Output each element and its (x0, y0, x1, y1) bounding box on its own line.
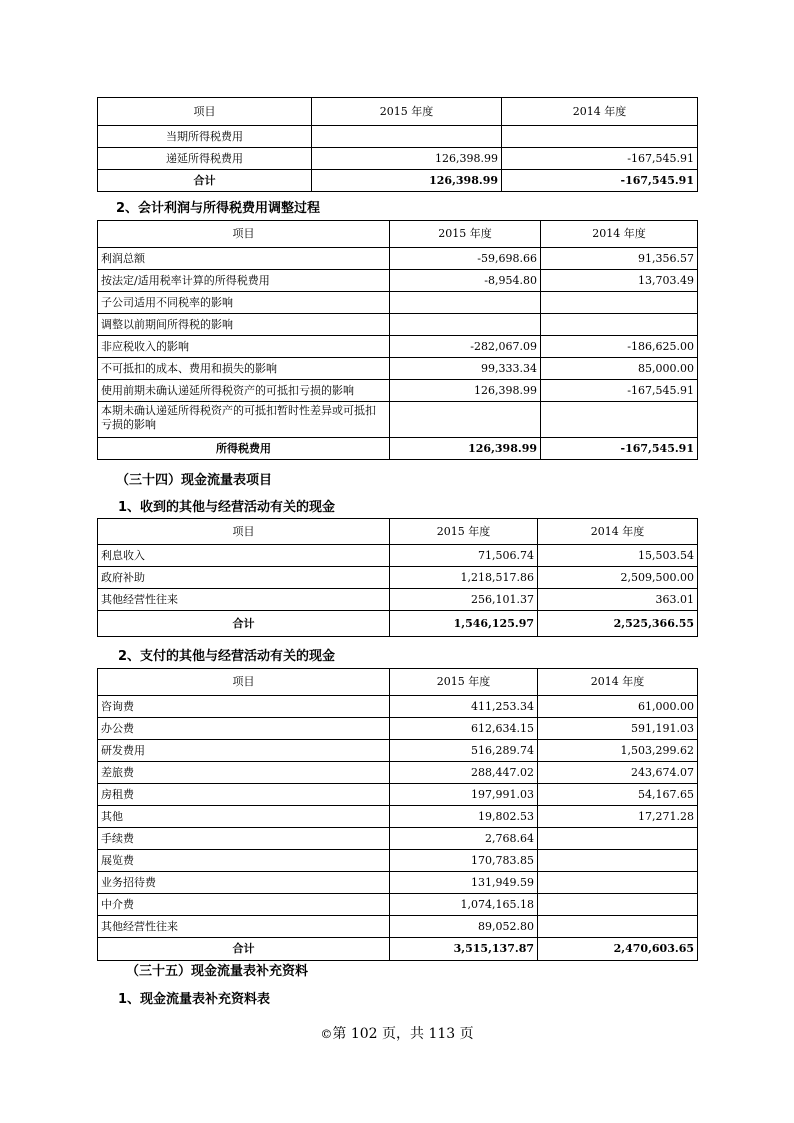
table-row (98, 314, 698, 336)
table-row (98, 270, 698, 292)
cell-2014: 591,191.03 (538, 718, 698, 740)
cell-2014: 15,503.54 (538, 545, 698, 567)
row-label: 当期所得税费用 (98, 126, 312, 148)
row-label: 中介费 (98, 894, 390, 916)
cell-2014: -186,625.00 (541, 336, 698, 358)
row-label: 差旅费 (98, 762, 390, 784)
cash-received-table (97, 518, 698, 637)
table-row (98, 545, 698, 567)
table-header-row (98, 98, 698, 126)
cell-2014: 2,509,500.00 (538, 567, 698, 589)
cell-2015: 197,991.03 (390, 784, 538, 806)
total-2015: 3,515,137.87 (390, 938, 538, 961)
column-header: 2014 年度 (541, 221, 698, 248)
cell-2014 (541, 292, 698, 314)
cell-2015: 126,398.99 (312, 148, 502, 170)
cell-2015: -59,698.66 (390, 248, 541, 270)
row-label: 使用前期未确认递延所得税资产的可抵扣亏损的影响 (98, 380, 390, 402)
cell-2015: 131,949.59 (390, 872, 538, 894)
total-label: 合计 (98, 170, 312, 192)
cell-2014 (538, 916, 698, 938)
cell-2015: 19,802.53 (390, 806, 538, 828)
cell-2014 (538, 894, 698, 916)
table-row (98, 589, 698, 611)
cell-2015: 411,253.34 (390, 696, 538, 718)
total-2014: -167,545.91 (541, 438, 698, 460)
row-label: 其他经营性往来 (98, 916, 390, 938)
page-number: 第 102 页，共 113 页 (332, 1026, 474, 1042)
cell-2014: 91,356.57 (541, 248, 698, 270)
row-label: 办公费 (98, 718, 390, 740)
table-row (98, 718, 698, 740)
page-footer (0, 1023, 794, 1043)
column-header: 2014 年度 (538, 519, 698, 545)
cell-2015 (312, 126, 502, 148)
table-row (98, 567, 698, 589)
cell-2015: -8,954.80 (390, 270, 541, 292)
total-label: 所得税费用 (98, 438, 390, 460)
total-row (98, 938, 698, 961)
table-row (98, 696, 698, 718)
cell-2015: 71,506.74 (390, 545, 538, 567)
cell-2015: 170,783.85 (390, 850, 538, 872)
cell-2015: 126,398.99 (390, 380, 541, 402)
cell-2015: -282,067.09 (390, 336, 541, 358)
cell-2014: 17,271.28 (538, 806, 698, 828)
cell-2014: 13,703.49 (541, 270, 698, 292)
column-header: 2015 年度 (390, 221, 541, 248)
column-header: 2014 年度 (502, 98, 698, 126)
cell-2015: 89,052.80 (390, 916, 538, 938)
table-row (98, 784, 698, 806)
cell-2014: -167,545.91 (502, 148, 698, 170)
cell-2014 (502, 126, 698, 148)
table-row (98, 828, 698, 850)
section-heading: （三十五）现金流量表补充资料 (126, 964, 309, 979)
row-label: 不可抵扣的成本、费用和损失的影响 (98, 358, 390, 380)
cell-2014 (538, 850, 698, 872)
total-2014: 2,470,603.65 (538, 938, 698, 961)
column-header: 2014 年度 (538, 669, 698, 696)
cell-2015: 256,101.37 (390, 589, 538, 611)
total-row (98, 170, 698, 192)
table-row (98, 894, 698, 916)
cell-2015: 99,333.34 (390, 358, 541, 380)
row-label: 其他经营性往来 (98, 589, 390, 611)
table-row (98, 850, 698, 872)
copyright-symbol: © (320, 1027, 333, 1041)
table-row (98, 916, 698, 938)
column-header: 项目 (98, 519, 390, 545)
total-row (98, 438, 698, 460)
row-label: 其他 (98, 806, 390, 828)
cell-2014: 85,000.00 (541, 358, 698, 380)
table-row (98, 336, 698, 358)
row-label: 政府补助 (98, 567, 390, 589)
cell-2014 (541, 402, 698, 438)
row-label: 研发费用 (98, 740, 390, 762)
total-label: 合计 (98, 611, 390, 637)
cell-2014: 363.01 (538, 589, 698, 611)
row-label: 调整以前期间所得税的影响 (98, 314, 390, 336)
subsection-heading: 1、收到的其他与经营活动有关的现金 (118, 500, 336, 515)
table-row (98, 762, 698, 784)
cell-2015: 1,218,517.86 (390, 567, 538, 589)
column-header: 2015 年度 (390, 669, 538, 696)
cell-2014: 54,167.65 (538, 784, 698, 806)
cell-2015: 288,447.02 (390, 762, 538, 784)
section-heading: 2、会计利润与所得税费用调整过程 (116, 201, 321, 216)
column-header: 项目 (98, 98, 312, 126)
row-label: 业务招待费 (98, 872, 390, 894)
row-label: 展览费 (98, 850, 390, 872)
row-label: 非应税收入的影响 (98, 336, 390, 358)
cell-2014: 243,674.07 (538, 762, 698, 784)
total-row (98, 611, 698, 637)
column-header: 2015 年度 (312, 98, 502, 126)
row-label: 子公司适用不同税率的影响 (98, 292, 390, 314)
cash-paid-table (97, 668, 698, 961)
cell-2015: 2,768.64 (390, 828, 538, 850)
cell-2015 (390, 402, 541, 438)
table-row (98, 872, 698, 894)
cell-2014: -167,545.91 (541, 380, 698, 402)
column-header: 2015 年度 (390, 519, 538, 545)
cell-2015: 612,634.15 (390, 718, 538, 740)
cell-2014 (538, 872, 698, 894)
table-row (98, 358, 698, 380)
cell-2015: 1,074,165.18 (390, 894, 538, 916)
table-row (98, 806, 698, 828)
income-tax-expense-table (97, 97, 698, 192)
total-2014: -167,545.91 (502, 170, 698, 192)
cell-2014: 1,503,299.62 (538, 740, 698, 762)
section-heading: （三十四）现金流量表项目 (116, 473, 273, 488)
table-row (98, 148, 698, 170)
tax-reconciliation-table (97, 220, 698, 460)
cell-2015 (390, 314, 541, 336)
row-label: 递延所得税费用 (98, 148, 312, 170)
subsection-heading: 1、现金流量表补充资料表 (118, 992, 271, 1007)
cell-2015 (390, 292, 541, 314)
row-label: 利息收入 (98, 545, 390, 567)
row-label: 房租费 (98, 784, 390, 806)
total-label: 合计 (98, 938, 390, 961)
row-label: 按法定/适用税率计算的所得税费用 (98, 270, 390, 292)
table-row (98, 292, 698, 314)
total-2015: 126,398.99 (390, 438, 541, 460)
row-label: 咨询费 (98, 696, 390, 718)
column-header: 项目 (98, 221, 390, 248)
table-row (98, 126, 698, 148)
cell-2014 (541, 314, 698, 336)
row-label: 本期未确认递延所得税资产的可抵扣暂时性差异或可抵扣亏损的影响 (98, 402, 390, 438)
subsection-heading: 2、支付的其他与经营活动有关的现金 (118, 649, 336, 664)
row-label: 手续费 (98, 828, 390, 850)
table-row (98, 380, 698, 402)
table-header-row (98, 221, 698, 248)
table-row (98, 248, 698, 270)
table-header-row (98, 669, 698, 696)
cell-2014 (538, 828, 698, 850)
row-label: 利润总额 (98, 248, 390, 270)
total-2015: 1,546,125.97 (390, 611, 538, 637)
table-row (98, 402, 698, 438)
total-2014: 2,525,366.55 (538, 611, 698, 637)
table-row (98, 740, 698, 762)
cell-2015: 516,289.74 (390, 740, 538, 762)
table-header-row (98, 519, 698, 545)
column-header: 项目 (98, 669, 390, 696)
cell-2014: 61,000.00 (538, 696, 698, 718)
total-2015: 126,398.99 (312, 170, 502, 192)
